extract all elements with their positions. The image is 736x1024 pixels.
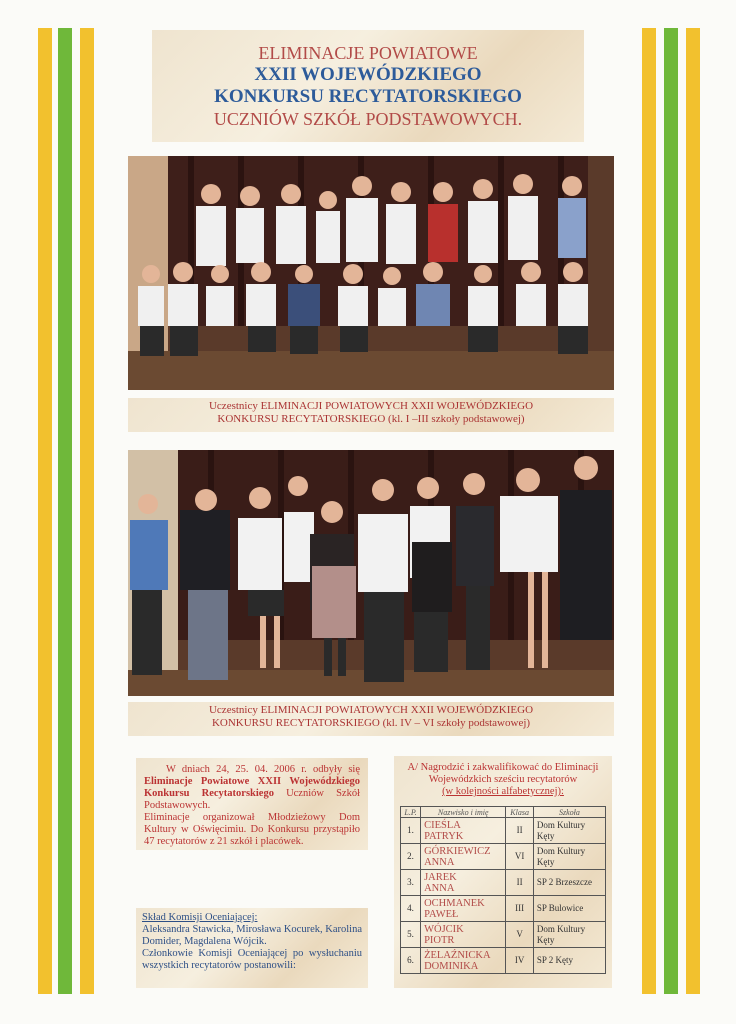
event-description — [136, 758, 368, 850]
jury-decision-note: Członkowie Komisji Oceniającej po wysłuchaniu wszystkich recytatorów postanowili: — [142, 948, 362, 971]
row-school — [533, 870, 605, 896]
row-school-line-1: Dom Kultury — [536, 819, 586, 830]
table-row — [401, 896, 606, 922]
photo-1-caption-line-1: Uczestnicy ELIMINACJI POWIATOWYCH XXII WOJEWÓDZKIEGO — [208, 400, 534, 412]
row-school — [533, 922, 605, 948]
table-row — [401, 870, 606, 896]
row-name — [421, 844, 506, 870]
row-firstname: PIOTR — [424, 934, 455, 946]
table-row — [401, 844, 606, 870]
title-line-2: XXII WOJEWÓDZKIEGO — [254, 64, 482, 85]
award-intro-3: (w kolejności alfabetycznej): — [442, 786, 564, 797]
row-name — [421, 948, 506, 974]
row-firstname: PAWEŁ — [424, 908, 459, 920]
row-surname: GÓRKIEWICZ — [424, 845, 491, 857]
row-firstname: ANNA — [424, 882, 455, 894]
row-lp: 2. — [401, 844, 421, 870]
row-class: V — [506, 922, 533, 948]
row-school-line-2: Kęty — [536, 830, 555, 841]
row-class: II — [506, 870, 533, 896]
award-section — [394, 756, 612, 988]
group-photo-1 — [128, 156, 614, 390]
row-name — [421, 896, 506, 922]
header-class: Klasa — [506, 807, 533, 818]
header-lp: L.P. — [401, 807, 421, 818]
row-lp: 3. — [401, 870, 421, 896]
table-row — [401, 948, 606, 974]
title-line-3: KONKURSU RECYTATORSKIEGO — [214, 86, 522, 107]
row-surname: OCHMANEK — [424, 897, 485, 909]
photo-1-caption-line-2: KONKURSU RECYTATORSKIEGO (kl. I –III szkoły podstawowej) — [217, 413, 525, 425]
title-line-4: UCZNIÓW SZKÓŁ PODSTAWOWYCH. — [213, 109, 523, 129]
row-surname: WÓJCIK — [424, 923, 464, 935]
right-stripe-yellow-outer — [686, 28, 700, 994]
group-photo-2 — [128, 450, 614, 696]
photo-2-caption — [128, 702, 614, 736]
left-stripe-yellow-outer — [38, 28, 52, 994]
row-school-line-1: SP Bulowice — [536, 903, 584, 913]
row-lp: 5. — [401, 922, 421, 948]
page-title — [152, 30, 584, 142]
right-stripe-yellow-inner — [642, 28, 656, 994]
row-name — [421, 818, 506, 844]
right-stripe-green — [664, 28, 678, 994]
row-name — [421, 870, 506, 896]
row-surname: ŻELAŹNICKA — [424, 949, 491, 961]
row-school-line-1: Dom Kultury — [536, 923, 586, 934]
row-school-line-1: SP 2 Kęty — [536, 955, 574, 965]
row-school-line-1: SP 2 Brzeszcze — [536, 877, 592, 887]
row-surname: JAREK — [424, 871, 457, 883]
photo-2-caption-line-2: KONKURSU RECYTATORSKIEGO (kl. IV – VI szkoły podstawowej) — [211, 717, 531, 729]
award-intro-1: A/ Nagrodzić i zakwalifikować do Eliminacji — [407, 762, 599, 773]
row-class: III — [506, 896, 533, 922]
jury-members: Aleksandra Stawicka, Mirosława Kocurek, Karolina Domider, Magdalena Wójcik. — [142, 924, 362, 947]
photo-2-caption-line-1: Uczestnicy ELIMINACJI POWIATOWYCH XXII WOJEWÓDZKIEGO — [208, 704, 534, 716]
row-surname: CIEŚLA — [424, 819, 461, 831]
table-header-row — [401, 807, 606, 818]
row-school — [533, 818, 605, 844]
row-firstname: PATRYK — [424, 830, 464, 842]
row-name — [421, 922, 506, 948]
row-school — [533, 896, 605, 922]
row-firstname: ANNA — [424, 856, 455, 868]
award-intro-2: Wojewódzkich sześciu recytatorów — [428, 774, 578, 785]
row-lp: 1. — [401, 818, 421, 844]
jury-section — [136, 908, 368, 988]
row-lp: 4. — [401, 896, 421, 922]
left-stripe-yellow-inner — [80, 28, 94, 994]
row-school-line-1: Dom Kultury — [536, 845, 586, 856]
row-class: VI — [506, 844, 533, 870]
event-intro-text: W dniach 24, 25. 04. 2006 r. odbyły się — [166, 764, 360, 775]
row-class: II — [506, 818, 533, 844]
winners-table — [400, 806, 606, 974]
header-name: Nazwisko i imię — [421, 807, 506, 818]
row-firstname: DOMINIKA — [424, 960, 479, 972]
table-row — [401, 922, 606, 948]
row-school — [533, 844, 605, 870]
row-school-line-2: Kęty — [536, 856, 555, 867]
row-class: IV — [506, 948, 533, 974]
left-stripe-green — [58, 28, 72, 994]
title-line-1: ELIMINACJE POWIATOWE — [258, 43, 478, 63]
row-school — [533, 948, 605, 974]
event-organizer-text: Eliminacje organizował Młodzieżowy Dom Kultury w Oświęcimiu. Do Konkursu przystąpiło 47 recytatorów z 21 szkół i placówek. — [144, 812, 360, 847]
photo-1-caption — [128, 398, 614, 432]
row-lp: 6. — [401, 948, 421, 974]
row-school-line-2: Kęty — [536, 934, 555, 945]
event-participants: Uczniów Szkół Podstawowych. — [144, 788, 360, 811]
header-school: Szkoła — [533, 807, 605, 818]
jury-heading: Skład Komisji Oceniającej: — [142, 912, 258, 923]
event-name: Eliminacje Powiatowe XXII Wojewódzkiego Konkursu Recytatorskiego — [144, 776, 360, 799]
table-row — [401, 818, 606, 844]
